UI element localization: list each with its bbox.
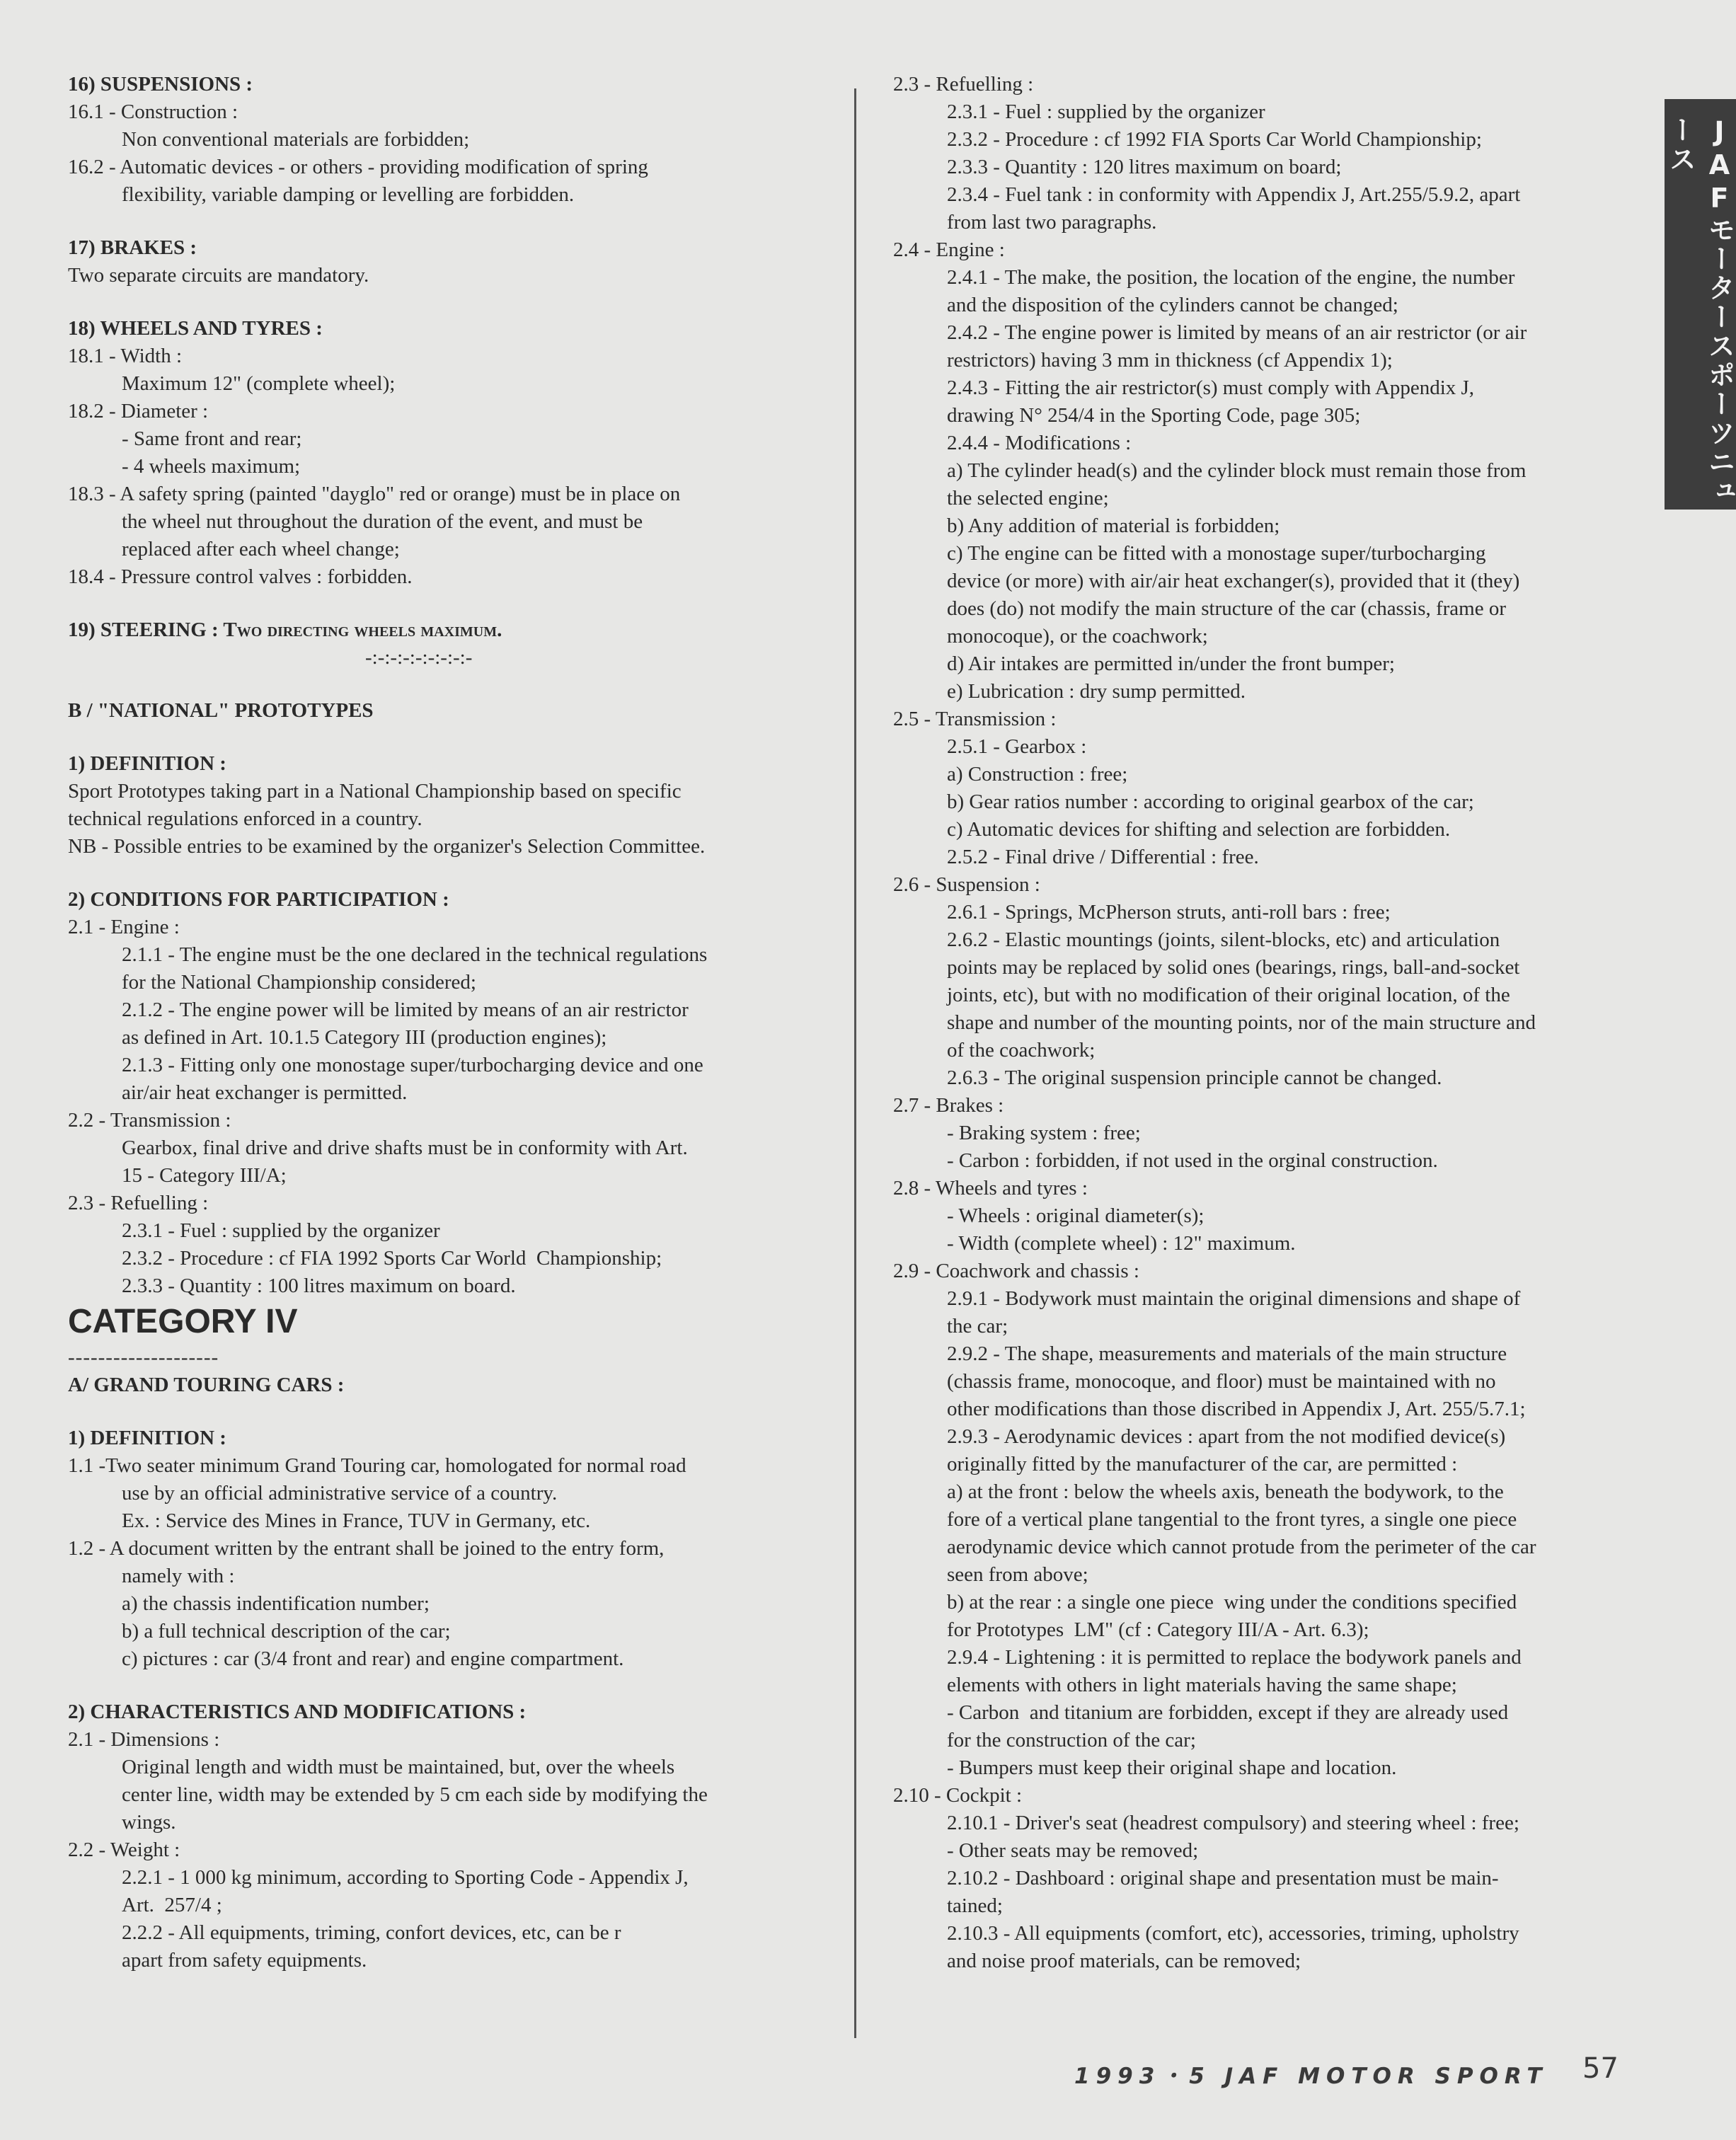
text-line: 2.4.2 - The engine power is limited by means of an air restrictor (or air bbox=[947, 321, 1527, 344]
text-line: - Bumpers must keep their original shape and location. bbox=[947, 1756, 1397, 1779]
text-line: b) at the rear : a single one piece wing under the conditions specified bbox=[947, 1591, 1517, 1613]
text-line: a) The cylinder head(s) and the cylinder block must remain those from bbox=[947, 459, 1527, 482]
clause-line: 16.1 - Construction : bbox=[68, 100, 238, 123]
text-line: 2.3.4 - Fuel tank : in conformity with Appendix J, Art.255/5.9.2, apart bbox=[947, 183, 1521, 206]
text-line: for the construction of the car; bbox=[947, 1729, 1196, 1751]
text-line: a) the chassis indentification number; bbox=[122, 1592, 430, 1615]
text-line: Gearbox, final drive and drive shafts must be in conformity with Art. bbox=[122, 1137, 688, 1159]
text-line: 2.3.1 - Fuel : supplied by the organizer bbox=[122, 1219, 440, 1242]
right-column bbox=[893, 71, 1643, 1975]
text-line: c) pictures : car (3/4 front and rear) and engine compartment. bbox=[122, 1647, 624, 1670]
column-divider bbox=[854, 88, 856, 2038]
text-line: - Braking system : free; bbox=[947, 1122, 1141, 1144]
text-line: joints, etc), but with no modification of their original location, of the bbox=[947, 984, 1510, 1006]
text-line: c) Automatic devices for shifting and selection are forbidden. bbox=[947, 818, 1451, 841]
clause-line: 18.3 - A safety spring (painted "dayglo" red or orange) must be in place on bbox=[68, 483, 681, 505]
text-line: apart from safety equipments. bbox=[122, 1949, 367, 1972]
text-line: replaced after each wheel change; bbox=[122, 538, 400, 560]
clause-line: 2.2 - Transmission : bbox=[68, 1109, 231, 1132]
text-line: d) Air intakes are permitted in/under the front bumper; bbox=[947, 652, 1395, 675]
text-line: 2.1.2 - The engine power will be limited by means of an air restrictor bbox=[122, 999, 689, 1021]
clause-line: 2.9 - Coachwork and chassis : bbox=[893, 1260, 1139, 1282]
section-heading: 19) STEERING : Two directing wheels maximum. bbox=[68, 619, 502, 641]
section-heading: 2) CONDITIONS FOR PARTICIPATION : bbox=[68, 888, 449, 911]
text-line: of the coachwork; bbox=[947, 1039, 1096, 1062]
clause-line: 2.5 - Transmission : bbox=[893, 708, 1057, 730]
spacer bbox=[68, 861, 832, 886]
text-line: tained; bbox=[947, 1894, 1003, 1917]
spacer bbox=[68, 289, 832, 315]
text-line: Art. 257/4 ; bbox=[122, 1894, 222, 1916]
left-column bbox=[68, 71, 832, 1974]
text-line: 2.9.4 - Lightening : it is permitted to replace the bodywork panels and bbox=[947, 1646, 1522, 1669]
text-line: 2.9.3 - Aerodynamic devices : apart from the not modified device(s) bbox=[947, 1425, 1506, 1448]
text-line: use by an official administrative service of a country. bbox=[122, 1482, 558, 1505]
text-line: a) Construction : free; bbox=[947, 763, 1128, 786]
text-line: 2.10.2 - Dashboard : original shape and presentation must be main- bbox=[947, 1867, 1499, 1889]
text-line: Non conventional materials are forbidden; bbox=[122, 128, 470, 151]
spacer bbox=[68, 591, 832, 616]
text-line: b) a full technical description of the car; bbox=[122, 1620, 451, 1643]
spacer bbox=[68, 1399, 832, 1425]
text-line: - Same front and rear; bbox=[122, 427, 302, 450]
spacer bbox=[68, 1673, 832, 1698]
text-line: for Prototypes LM" (cf : Category III/A - Art. 6.3); bbox=[947, 1618, 1369, 1641]
section-heading: A/ GRAND TOURING CARS : bbox=[68, 1374, 345, 1396]
text-line: - 4 wheels maximum; bbox=[122, 455, 301, 478]
text-line: - Carbon : forbidden, if not used in the orginal construction. bbox=[947, 1149, 1438, 1172]
text-line: - Carbon and titanium are forbidden, except if they are already used bbox=[947, 1701, 1509, 1724]
text-line: -:-:-:-:-:-:-:-:- bbox=[365, 646, 473, 669]
clause-line: 2.1 - Engine : bbox=[68, 916, 180, 938]
footer-magazine-title: 1993・5 JAF MOTOR SPORT bbox=[1074, 2064, 1548, 2089]
category-heading: CATEGORY IV bbox=[68, 1303, 298, 1340]
text-line: and the disposition of the cylinders cannot be changed; bbox=[947, 294, 1398, 316]
text-line: elements with others in light materials having the same shape; bbox=[947, 1674, 1457, 1696]
page-number: 57 bbox=[1582, 2052, 1619, 2085]
text-line: 15 - Category III/A; bbox=[122, 1164, 287, 1187]
text-line: Two separate circuits are mandatory. bbox=[68, 264, 369, 287]
text-line: air/air heat exchanger is permitted. bbox=[122, 1081, 408, 1104]
text-line: Sport Prototypes taking part in a National Championship based on specific bbox=[68, 780, 682, 802]
text-line: 2.5.1 - Gearbox : bbox=[947, 735, 1087, 758]
text-line: points may be replaced by solid ones (bearings, rings, ball-and-socket bbox=[947, 956, 1520, 979]
section-heading: 1) DEFINITION : bbox=[68, 752, 226, 775]
clause-line: 16.2 - Automatic devices - or others - providing modification of spring bbox=[68, 156, 648, 178]
text-line: 2.4.1 - The make, the position, the location of the engine, the number bbox=[947, 266, 1515, 289]
text-line: 2.6.3 - The original suspension principle cannot be changed. bbox=[947, 1066, 1442, 1089]
text-line: technical regulations enforced in a country. bbox=[68, 807, 422, 830]
text-line: 2.6.1 - Springs, McPherson struts, anti-roll bars : free; bbox=[947, 901, 1391, 924]
text-line: - Other seats may be removed; bbox=[947, 1839, 1199, 1862]
text-line: Maximum 12" (complete wheel); bbox=[122, 372, 396, 395]
text-line: c) The engine can be fitted with a monostage super/turbocharging bbox=[947, 542, 1486, 565]
text-line: drawing N° 254/4 in the Sporting Code, page 305; bbox=[947, 404, 1361, 427]
section-heading: 1) DEFINITION : bbox=[68, 1427, 226, 1449]
section-heading: B / "NATIONAL" PROTOTYPES bbox=[68, 699, 374, 722]
text-line: 2.3.2 - Procedure : cf FIA 1992 Sports Car World Championship; bbox=[122, 1247, 662, 1270]
text-line: device (or more) with air/air heat exchanger(s), provided that it (they) bbox=[947, 570, 1520, 592]
clause-line: 2.2 - Weight : bbox=[68, 1839, 180, 1861]
text-line: 2.3.3 - Quantity : 120 litres maximum on board; bbox=[947, 156, 1342, 178]
text-line: and noise proof materials, can be removed; bbox=[947, 1950, 1301, 1972]
clause-line: 2.3 - Refuelling : bbox=[68, 1192, 209, 1214]
text-line: 2.1.3 - Fitting only one monostage super/turbocharging device and one bbox=[122, 1054, 703, 1076]
text-line: 2.9.1 - Bodywork must maintain the original dimensions and shape of bbox=[947, 1287, 1521, 1310]
text-line: the selected engine; bbox=[947, 487, 1109, 510]
text-line: 2.3.2 - Procedure : cf 1992 FIA Sports Car World Championship; bbox=[947, 128, 1482, 151]
text-line: b) Any addition of material is forbidden; bbox=[947, 514, 1280, 537]
text-line: Ex. : Service des Mines in France, TUV in Germany, etc. bbox=[122, 1509, 591, 1532]
clause-line: 2.1 - Dimensions : bbox=[68, 1728, 220, 1751]
text-line: (chassis frame, monocoque, and floor) must be maintained with no bbox=[947, 1370, 1496, 1393]
text-line: - Width (complete wheel) : 12" maximum. bbox=[947, 1232, 1296, 1255]
text-line: originally fitted by the manufacturer of the car, are permitted : bbox=[947, 1453, 1458, 1475]
text-line: 2.3.3 - Quantity : 100 litres maximum on board. bbox=[122, 1275, 516, 1297]
text-line: namely with : bbox=[122, 1565, 235, 1587]
text-line: center line, width may be extended by 5 cm each side by modifying the bbox=[122, 1783, 708, 1806]
clause-line: 18.4 - Pressure control valves : forbidden. bbox=[68, 565, 413, 588]
text-line: NB - Possible entries to be examined by the organizer's Selection Committee. bbox=[68, 835, 706, 858]
text-line: 2.4.3 - Fitting the air restrictor(s) must comply with Appendix J, bbox=[947, 376, 1475, 399]
spacer bbox=[68, 209, 832, 234]
clause-line: 2.10 - Cockpit : bbox=[893, 1784, 1023, 1807]
text-line: from last two paragraphs. bbox=[947, 211, 1157, 234]
clause-line: 18.2 - Diameter : bbox=[68, 400, 209, 422]
text-line: - Wheels : original diameter(s); bbox=[947, 1204, 1205, 1227]
text-line: as defined in Art. 10.1.5 Category III (production engines); bbox=[122, 1026, 607, 1049]
spacer bbox=[68, 725, 832, 750]
clause-line: 2.3 - Refuelling : bbox=[893, 73, 1034, 96]
clause-line: 1.1 -Two seater minimum Grand Touring car, homologated for normal road bbox=[68, 1454, 686, 1477]
text-line: 2.1.1 - The engine must be the one declared in the technical regulations bbox=[122, 943, 708, 966]
clause-line: 18.1 - Width : bbox=[68, 345, 183, 367]
text-line: the car; bbox=[947, 1315, 1008, 1338]
text-line: seen from above; bbox=[947, 1563, 1088, 1586]
section-heading: 18) WHEELS AND TYRES : bbox=[68, 317, 323, 340]
text-line: flexibility, variable damping or levelling are forbidden. bbox=[122, 183, 575, 206]
clause-line: 2.8 - Wheels and tyres : bbox=[893, 1177, 1088, 1200]
text-line: Original length and width must be maintained, but, over the wheels bbox=[122, 1756, 675, 1778]
text-line: restrictors) having 3 mm in thickness (cf Appendix 1); bbox=[947, 349, 1393, 372]
text-line: b) Gear ratios number : according to original gearbox of the car; bbox=[947, 790, 1474, 813]
text-line: 2.3.1 - Fuel : supplied by the organizer bbox=[947, 100, 1265, 123]
text-line: the wheel nut throughout the duration of the event, and must be bbox=[122, 510, 643, 533]
text-line: wings. bbox=[122, 1811, 176, 1834]
text-line: other modifications than those discribed in Appendix J, Art. 255/5.7.1; bbox=[947, 1398, 1526, 1420]
text-line: 2.4.4 - Modifications : bbox=[947, 432, 1132, 454]
text-line: monocoque), or the coachwork; bbox=[947, 625, 1208, 648]
text-line: 2.2.1 - 1 000 kg minimum, according to Sporting Code - Appendix J, bbox=[122, 1866, 689, 1889]
text-line: shape and number of the mounting points, nor of the main structure and bbox=[947, 1011, 1536, 1034]
clause-line: 2.6 - Suspension : bbox=[893, 873, 1040, 896]
text-line: does (do) not modify the main structure of the car (chassis, frame or bbox=[947, 597, 1506, 620]
section-heading: 2) CHARACTERISTICS AND MODIFICATIONS : bbox=[68, 1701, 527, 1723]
clause-line: 1.2 - A document written by the entrant shall be joined to the entry form, bbox=[68, 1537, 665, 1560]
text-line: 2.6.2 - Elastic mountings (joints, silent-blocks, etc) and articulation bbox=[947, 928, 1500, 951]
section-side-tab: JAFモータースポーツニュース bbox=[1665, 99, 1736, 510]
text-line: aerodynamic device which cannot protude from the perimeter of the car bbox=[947, 1536, 1536, 1558]
text-line: 2.2.2 - All equipments, triming, confort devices, etc, can be r bbox=[122, 1921, 621, 1944]
text-line: 2.10.1 - Driver's seat (headrest compulsory) and steering wheel : free; bbox=[947, 1812, 1519, 1834]
section-heading: 17) BRAKES : bbox=[68, 236, 197, 259]
text-line: 2.10.3 - All equipments (comfort, etc), accessories, triming, upholstry bbox=[947, 1922, 1519, 1945]
text-line: 2.5.2 - Final drive / Differential : free. bbox=[947, 846, 1259, 868]
text-line: a) at the front : below the wheels axis, beneath the bodywork, to the bbox=[947, 1480, 1504, 1503]
text-line: -------------------- bbox=[68, 1346, 219, 1369]
clause-line: 2.4 - Engine : bbox=[893, 238, 1005, 261]
text-line: e) Lubrication : dry sump permitted. bbox=[947, 680, 1246, 703]
text-line: 2.9.2 - The shape, measurements and materials of the main structure bbox=[947, 1342, 1507, 1365]
text-line: for the National Championship considered; bbox=[122, 971, 476, 994]
text-line: fore of a vertical plane tangential to the front tyres, a single one piece bbox=[947, 1508, 1517, 1531]
clause-line: 2.7 - Brakes : bbox=[893, 1094, 1004, 1117]
spacer bbox=[68, 672, 832, 697]
section-heading: 16) SUSPENSIONS : bbox=[68, 73, 253, 96]
